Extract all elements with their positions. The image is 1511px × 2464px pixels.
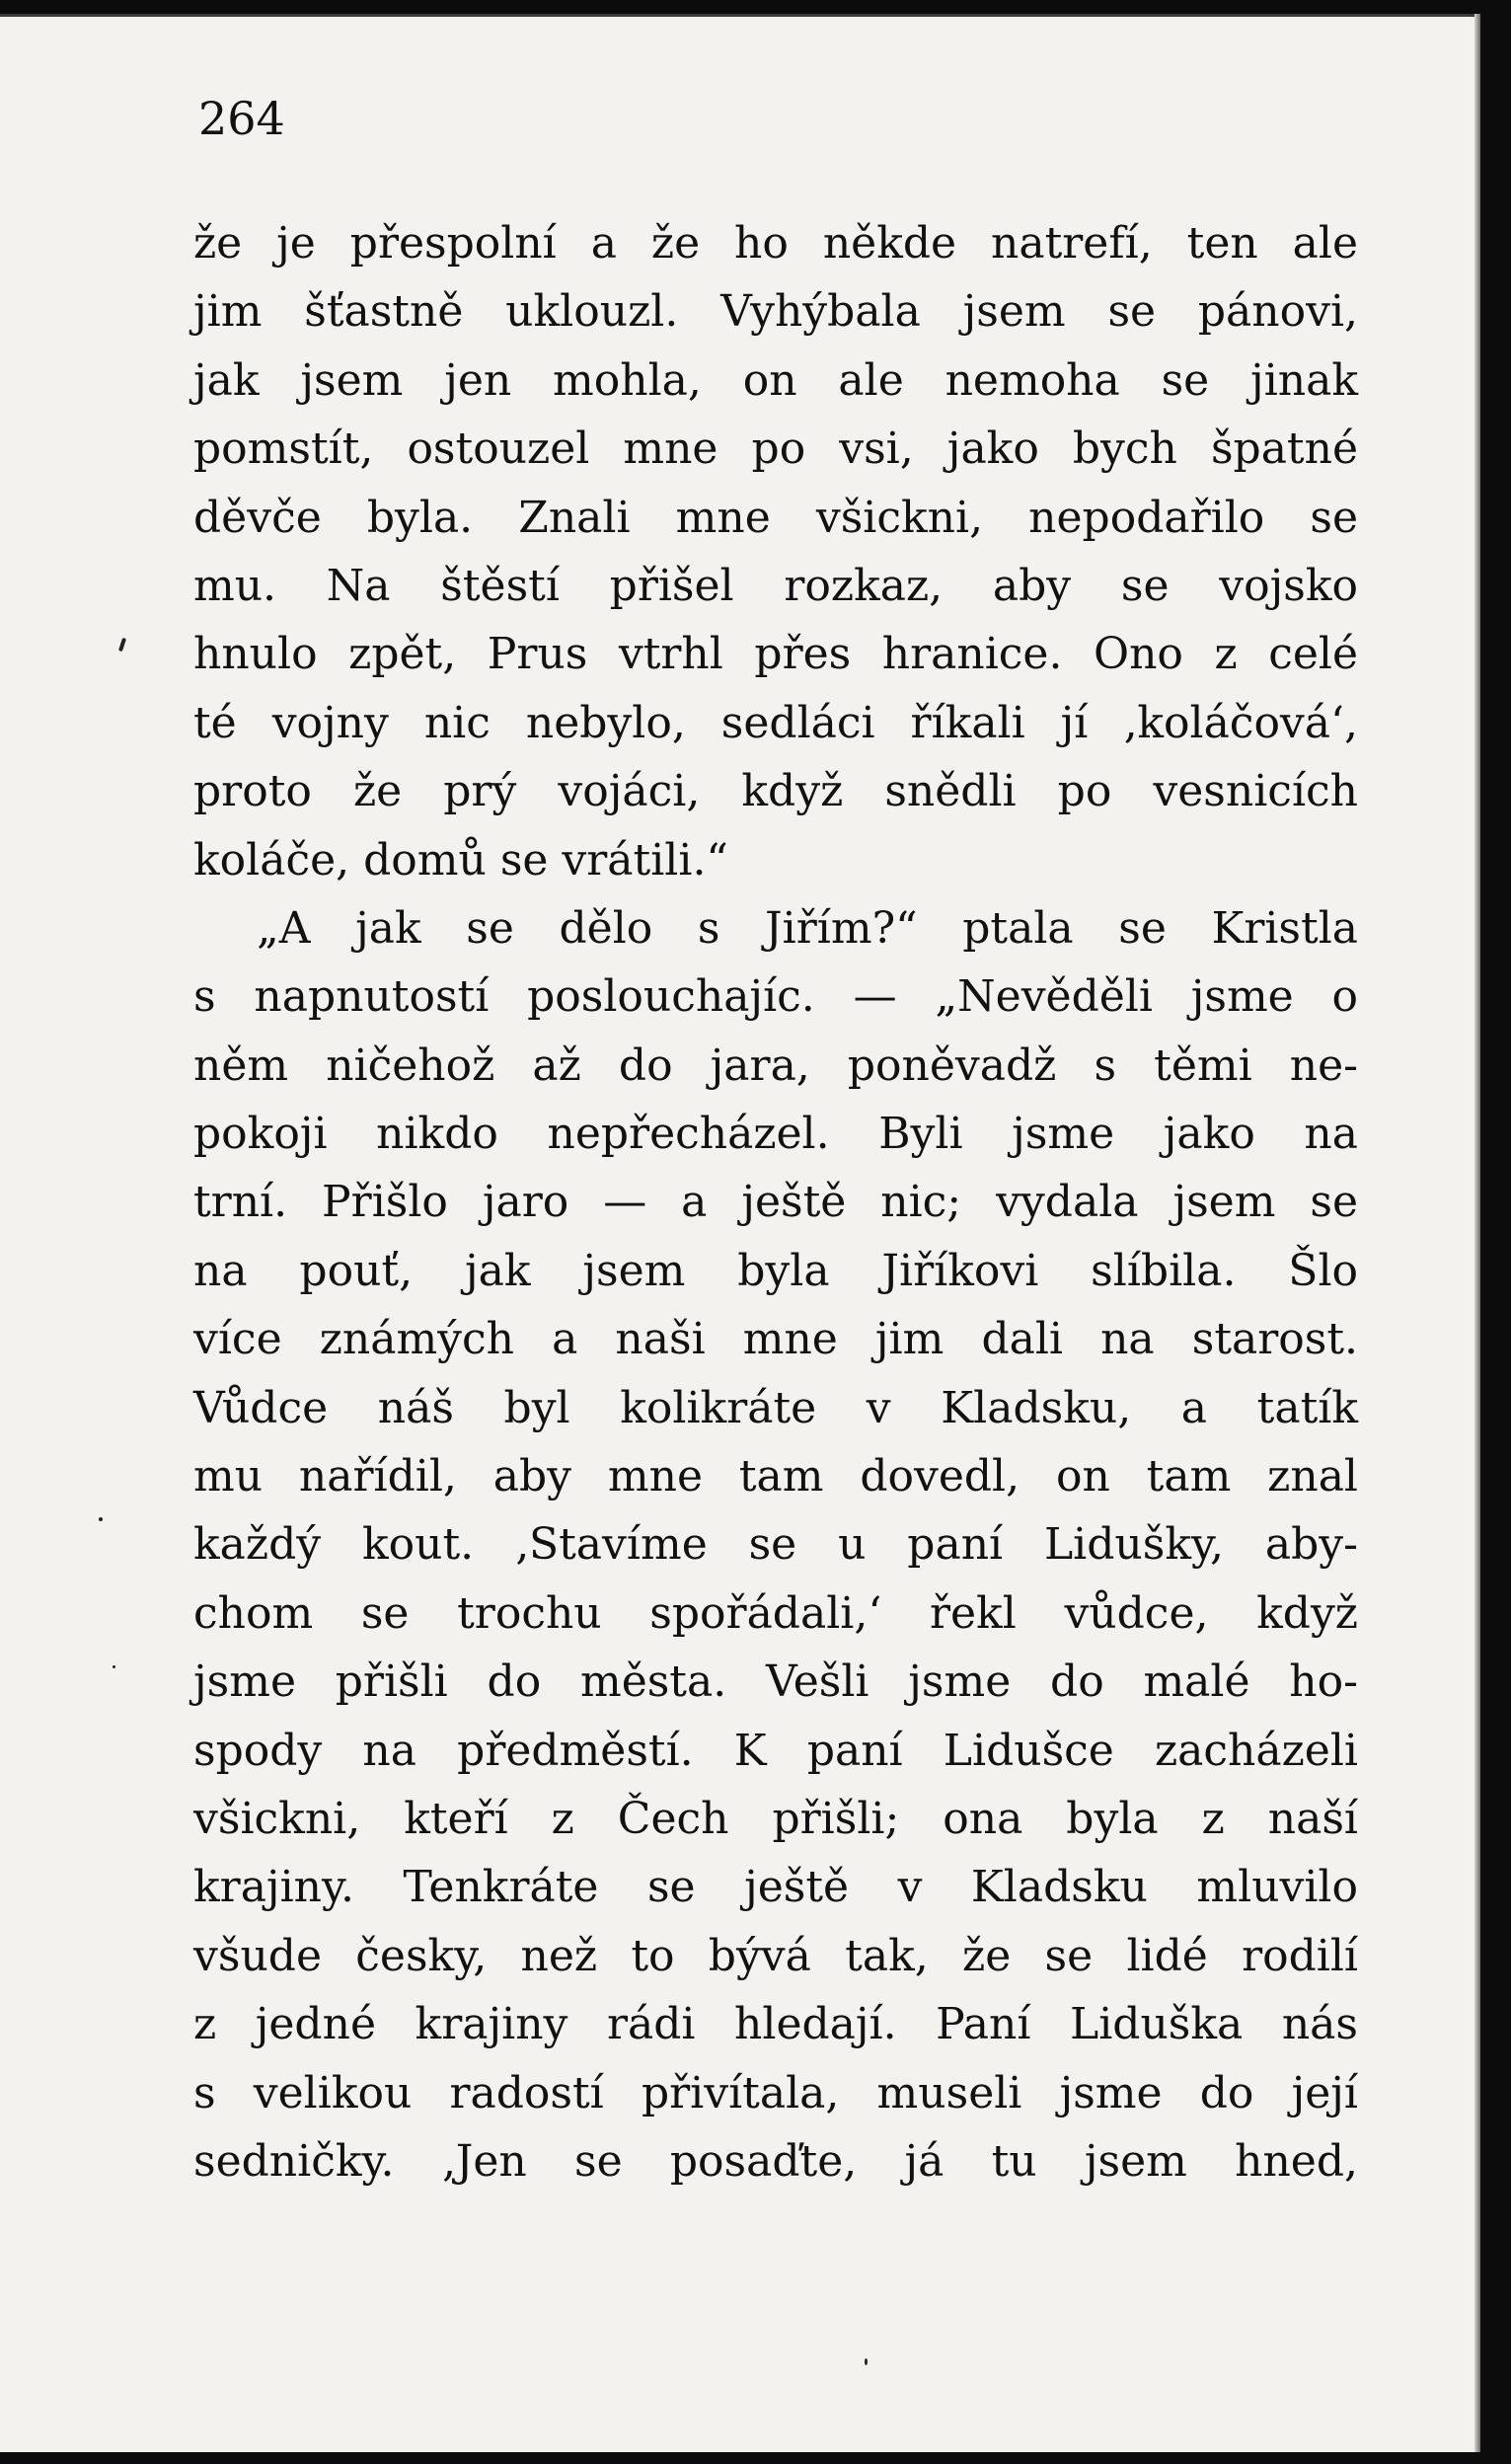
text-line: více známých a naši mne jim dali na starost. — [193, 1314, 1358, 1365]
text-line: krajiny. Tenkráte se ještě v Kladsku mluvilo — [193, 1862, 1358, 1913]
book-page — [0, 14, 1480, 2452]
text-line: proto že prý vojáci, když snědli po vesnicích — [193, 766, 1358, 817]
text-line: na pouť, jak jsem byla Jiříkovi slíbila. Šlo — [193, 1245, 1358, 1296]
text-line: chom se trochu spořádali,‘ řekl vůdce, když — [193, 1587, 1358, 1639]
text-line: jim šťastně uklouzl. Vyhýbala jsem se pánovi, — [193, 286, 1358, 338]
text-line: jak jsem jen mohla, on ale nemoha se jinak — [193, 354, 1358, 406]
text-line: jsme přišli do města. Vešli jsme do malé ho- — [193, 1656, 1358, 1708]
text-line: sedničky. ‚Jen se posaďte, já tu jsem hned, — [193, 2135, 1358, 2187]
text-line: mu. Na štěstí přišel rozkaz, aby se vojsko — [193, 560, 1358, 611]
text-line: s napnutostí poslouchajíc. — „Nevěděli jsme o — [193, 971, 1358, 1023]
text-line: pokoji nikdo nepřecházel. Byli jsme jako na — [193, 1109, 1358, 1160]
text-line: z jedné krajiny rádi hledají. Paní Liduška nás — [193, 1999, 1358, 2050]
margin-speck — [99, 1517, 103, 1521]
text-line: že je přespolní a že ho někde natrefí, ten ale — [193, 218, 1358, 269]
margin-speck — [865, 2358, 868, 2365]
text-line: té vojny nic nebylo, sedláci říkali jí ‚koláčová‘, — [193, 697, 1358, 748]
page-number: 264 — [198, 92, 285, 145]
text-line: něm ničehož až do jara, poněvadž s těmi ne- — [193, 1040, 1358, 1091]
text-line: každý kout. ‚Stavíme se u paní Lidušky, aby- — [193, 1519, 1358, 1571]
text-line: mu nařídil, aby mne tam dovedl, on tam znal — [193, 1451, 1358, 1502]
page-right-edge — [1474, 14, 1480, 2452]
text-line: s velikou radostí přivítala, museli jsme do její — [193, 2067, 1358, 2118]
margin-speck — [118, 638, 126, 653]
page-top-edge — [0, 14, 1480, 17]
text-line: všude česky, než to bývá tak, že se lidé rodilí — [193, 1930, 1358, 1981]
text-line: pomstít, ostouzel mne po vsi, jako bych špatné — [193, 424, 1358, 475]
text-line: všickni, kteří z Čech přišli; ona byla z naší — [193, 1793, 1358, 1844]
text-line: „A jak se dělo s Jiřím?“ ptala se Kristla — [257, 902, 1358, 954]
text-line: hnulo zpět, Prus vtrhl přes hranice. Ono z celé — [193, 629, 1358, 680]
text-line: spody na předměstí. K paní Lidušce zacházeli — [193, 1725, 1358, 1776]
margin-speck — [113, 1665, 115, 1668]
text-line: děvče byla. Znali mne všickni, nepodařilo se — [193, 492, 1358, 543]
text-line: koláče, domů se vrátili.“ — [193, 834, 728, 886]
text-line: trní. Přišlo jaro — a ještě nic; vydala jsem se — [193, 1177, 1358, 1228]
text-line: Vůdce náš byl kolikráte v Kladsku, a tatík — [193, 1382, 1358, 1433]
body-text — [193, 209, 1358, 2195]
